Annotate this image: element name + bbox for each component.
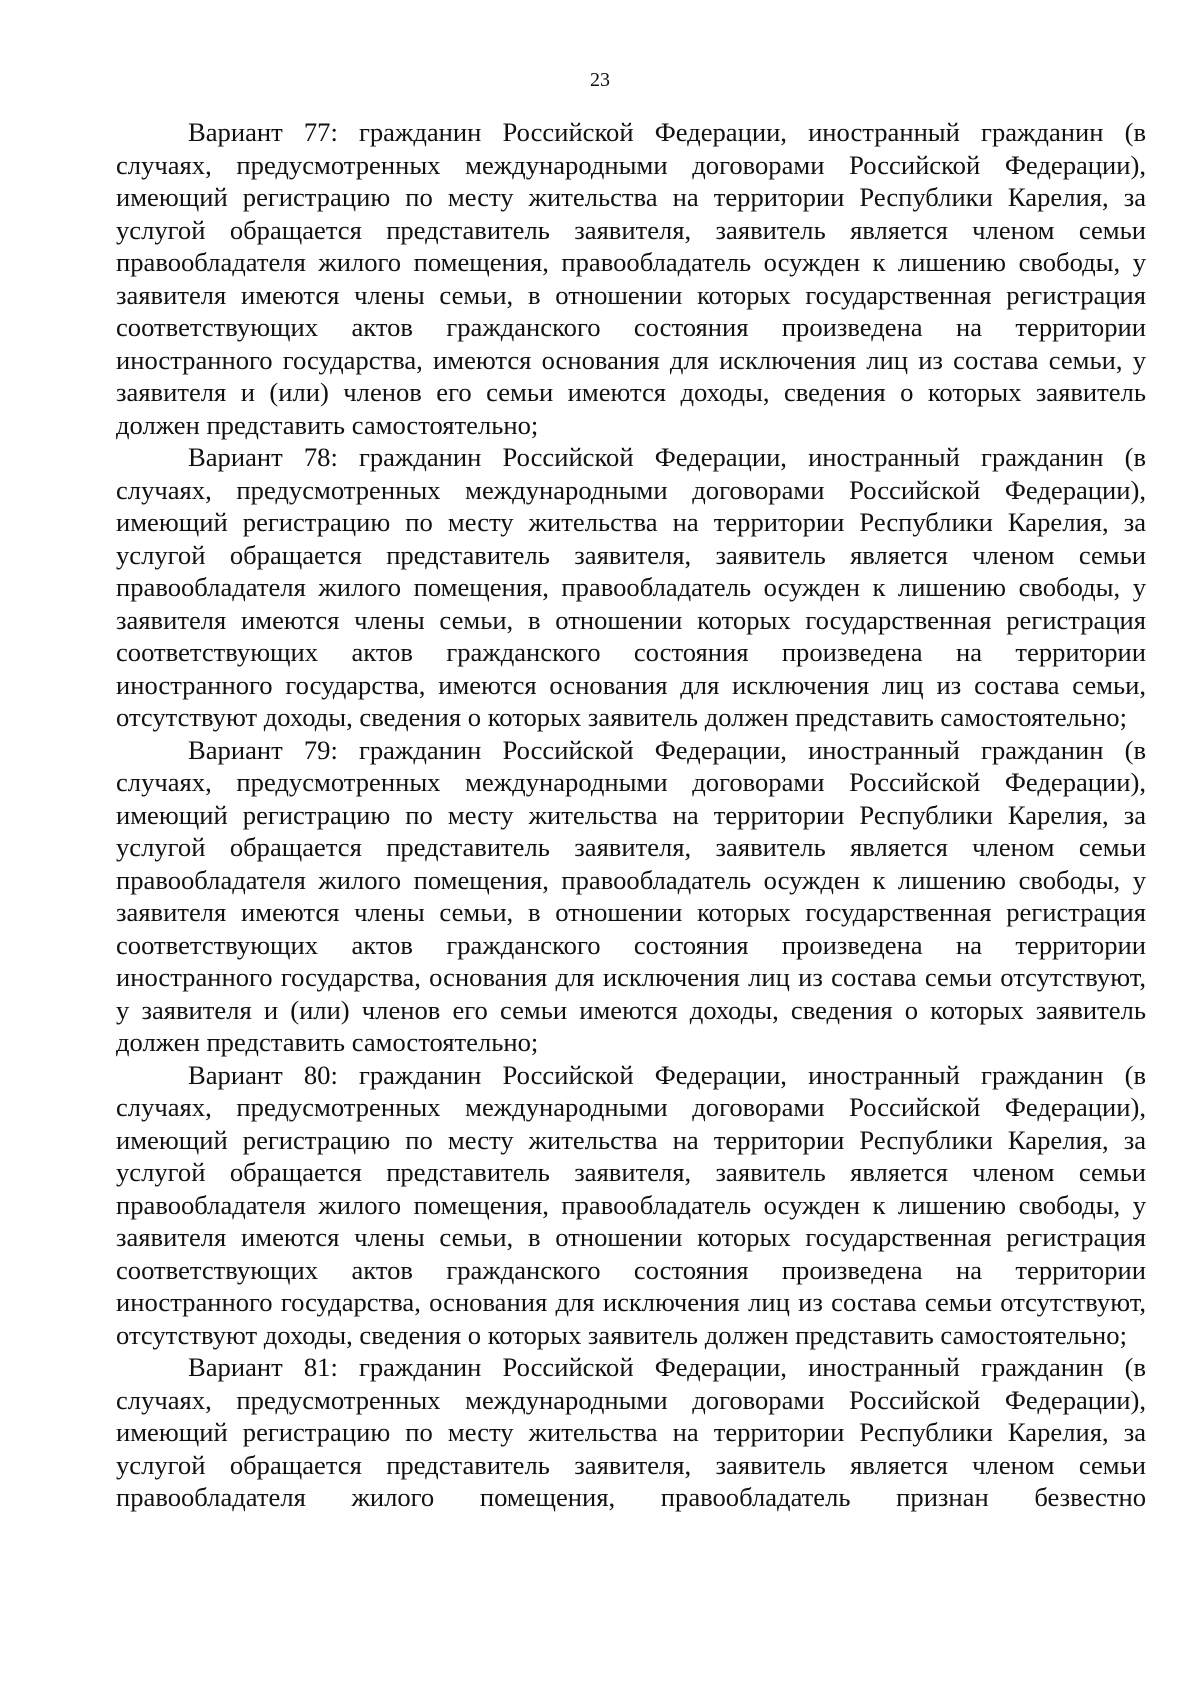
paragraph-variant-80: Вариант 80: гражданин Российской Федерации, иностранный гражданин (в случаях, предусмотренных международными договорами Российской Федерации), имеющий регистрацию по месту жительства на территории Республики Карелия, за услугой обращается представитель заявителя, заявитель является членом семьи правообладателя жилого помещения, правообладатель осужден к лишению свободы, у заявителя имеются члены семьи, в отношении которых государственная регистрация соответствующих актов гражданского состояния произведена на территории иностранного государства, основания для исключения лиц из состава семьи отсутствуют, отсутствуют доходы, сведения о которых заявитель должен представить самостоятельно; — [116, 1059, 1146, 1350]
paragraph-variant-77: Вариант 77: гражданин Российской Федерации, иностранный гражданин (в случаях, предусмотренных международными договорами Российской Федерации), имеющий регистрацию по месту жительства на территории Республики Карелия, за услугой обращается представитель заявителя, заявитель является членом семьи правообладателя жилого помещения, правообладатель осужден к лишению свободы, у заявителя имеются члены семьи, в отношении которых государственная регистрация соответствующих актов гражданского состояния произведена на территории иностранного государства, имеются основания для исключения лиц из состава семьи, у заявителя и (или) членов его семьи имеются доходы, сведения о которых заявитель должен представить самостоятельно; — [116, 117, 1146, 440]
paragraph-variant-78: Вариант 78: гражданин Российской Федерации, иностранный гражданин (в случаях, предусмотренных международными договорами Российской Федерации), имеющий регистрацию по месту жительства на территории Республики Карелия, за услугой обращается представитель заявителя, заявитель является членом семьи правообладателя жилого помещения, правообладатель осужден к лишению свободы, у заявителя имеются члены семьи, в отношении которых государственная регистрация соответствующих актов гражданского состояния произведена на территории иностранного государства, имеются основания для исключения лиц из состава семьи, отсутствуют доходы, сведения о которых заявитель должен представить самостоятельно; — [116, 442, 1146, 732]
document-body — [116, 116, 1146, 1514]
page-number: 23 — [590, 69, 610, 91]
paragraph-variant-81: Вариант 81: гражданин Российской Федерации, иностранный гражданин (в случаях, предусмотренных международными договорами Российской Федерации), имеющий регистрацию по месту жительства на территории Республики Карелия, за услугой обращается представитель заявителя, заявитель является членом семьи правообладателя жилого помещения, правообладатель признан безвестно — [116, 1352, 1146, 1512]
paragraph-variant-79: Вариант 79: гражданин Российской Федерации, иностранный гражданин (в случаях, предусмотренных международными договорами Российской Федерации), имеющий регистрацию по месту жительства на территории Республики Карелия, за услугой обращается представитель заявителя, заявитель является членом семьи правообладателя жилого помещения, правообладатель осужден к лишению свободы, у заявителя имеются члены семьи, в отношении которых государственная регистрация соответствующих актов гражданского состояния произведена на территории иностранного государства, основания для исключения лиц из состава семьи отсутствуют, у заявителя и (или) членов его семьи имеются доходы, сведения о которых заявитель должен представить самостоятельно; — [116, 734, 1146, 1057]
